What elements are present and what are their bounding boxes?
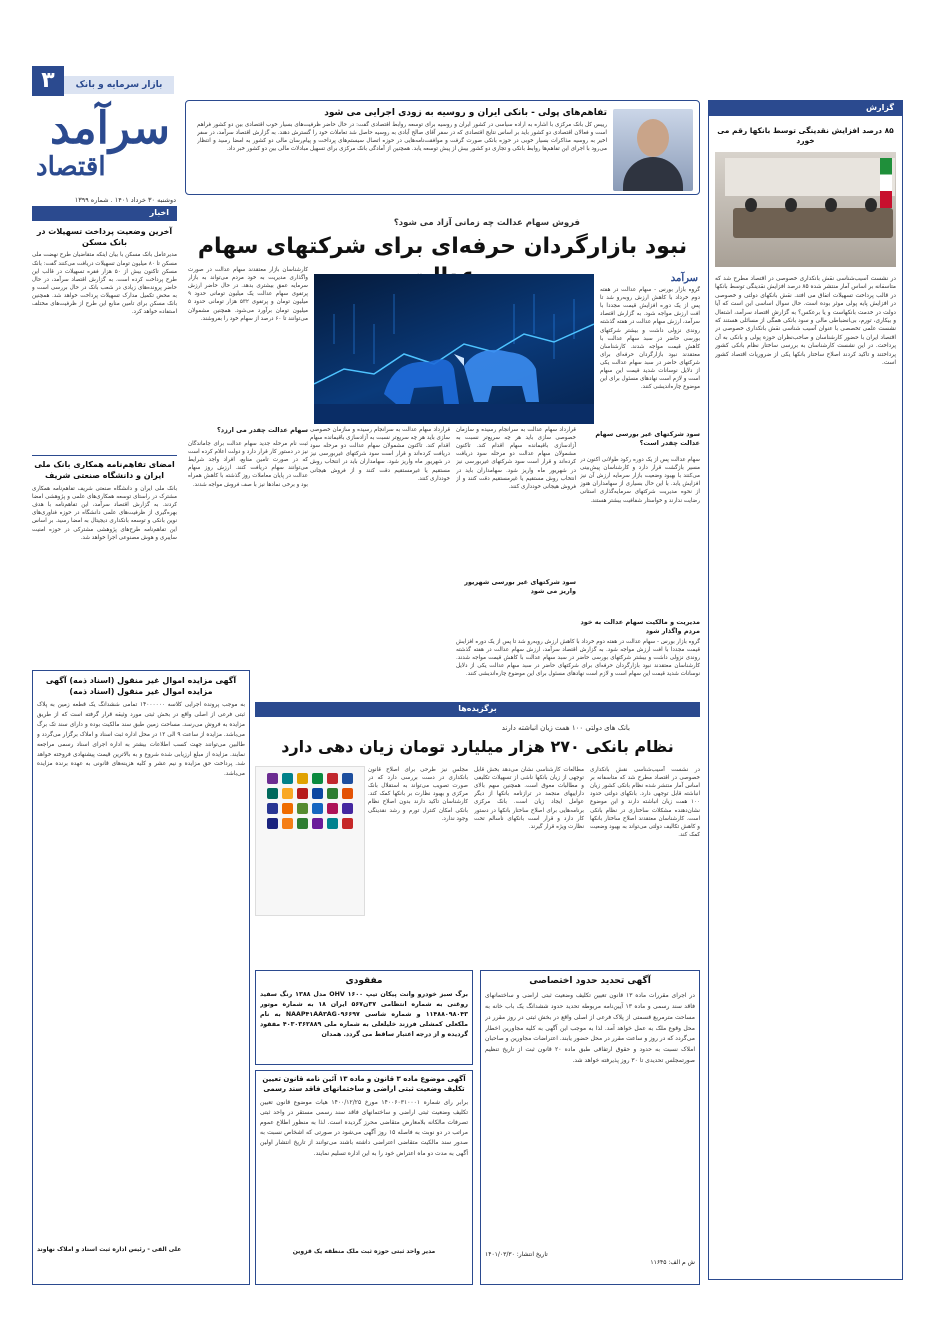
bank-logo-icon [342, 773, 353, 784]
main-story-brand-mark: سرآمد [670, 273, 698, 284]
ad-registry-sign: مدیر واحد ثبتی حوزه ثبت ملک منطقه یک قزوین [292, 1247, 436, 1255]
featured-body1: در نشست آسیب‌شناسی نقش بانکداری خصوصی در اقتصاد مطرح شد که متاسفانه بر اساس آمار منتشر شده نظام بانکی کشور زیان انباشته قابل توجهی دارد. بانکهای دولتی حدود ۱۰۰ همت زیان انباشته دارند و این موضوع نشان‌دهنده مشکلات ساختاری در نظام بانکی است. کارشناسان معتقدند اصلاح ساختار بانکها و کاهش تکالیف دولتی می‌تواند به بهبود وضعیت کمک کند. [590, 767, 700, 838]
ad-registry-body: برابر رای شماره ۱۴۰۰۶۰۳۱۰۰۰۱ مورخ ۱۴۰۰/۱۲/۲۵ هیات موضوع قانون تعیین تکلیف وضعیت ثبتی اراضی و ساختمانهای فاقد سند رسمی مستقر در واحد ثبتی تصرفات مالکانه بلامعارض متقاضی محرز گردیده است. لذا به منظور اطلاع عموم مراتب در دو نوبت به فاصله ۱۵ روز آگهی می‌شود در صورتی که اشخاص نسبت به صدور سند مالکیت متقاضی اعتراضی داشته باشند می‌توانند از تاریخ انتشار اولین آگهی به مدت دو ماه اعتراض خود را به این اداره تسلیم نمایند. [260, 1098, 468, 1157]
main-story-sub3: سود شرکتهای غیر بورسی شهریور واریز می شود [464, 578, 576, 595]
bank-logo-icon [312, 788, 323, 799]
main-story-headline: نبود بازارگردان حرفه‌ای برای شرکتهای سهام [197, 234, 688, 259]
bank-logo-icon [282, 773, 293, 784]
bull-bear-illustration [314, 274, 594, 424]
news-section [32, 206, 177, 666]
report-label: گزارش [709, 101, 902, 116]
section-title-bar [64, 76, 174, 94]
bank-logo-icon [297, 788, 308, 799]
brand-logo-bottom: اقتصاد [36, 152, 106, 182]
bank-logo-icon [327, 773, 338, 784]
top-story [185, 100, 700, 195]
main-story-body4: سهام عدالت پس از یک دوره رکود طولانی اکنون در مسیر بازگشت قرار دارد و کارشناسان پیش‌بینی می‌کنند با بهبود وضعیت بازار سرمایه ارزش آن نیز افزایش یابد. با این حال بسیاری از سهامداران هنوز از نحوه مدیریت شرکتهای سرمایه‌گذاری استانی رضایت ندارند و خواستار شفافیت بیشتر هستند. [580, 457, 700, 504]
featured-body2: مطالعات کارشناسی نشان می‌دهد بخش قابل توجهی از زیان بانکها ناشی از تسهیلات تکلیفی و مطالبات معوق است. همچنین سهم بالای داراییهای منجمد در ترازنامه بانکها از دیگر عوامل ایجاد زیان است. بانک مرکزی برنامه‌هایی برای اصلاح ساختار بانکها در دستور کار دارد و قرار است بانکهای ناسالم تحت نظارت ویژه قرار گیرند. [474, 767, 584, 830]
ad-auction [32, 670, 250, 1285]
section-title: بازار سرمایه و بانک [75, 80, 163, 90]
bank-logo-icon [342, 788, 353, 799]
main-story-sub1: سود شرکتهای غیر بورسی سهام عدالت چقدر است؟ [595, 430, 700, 447]
ad-registry [255, 1070, 473, 1285]
bank-logo-icon [327, 788, 338, 799]
top-story-headline: تفاهم‌های پولی - بانکی ایران و روسیه به زودی اجرایی می شود [324, 108, 607, 118]
featured-body3: مجلس نیز طرحی برای اصلاح قانون بانکداری در دست بررسی دارد که در صورت تصویب می‌تواند به استقلال بانک مرکزی و بهبود نظارت بر بانکها کمک کند. کارشناسان تاکید دارند بدون اصلاح نظام بانکی امکان کنترل تورم و رشد نقدینگی وجود ندارد. [368, 767, 468, 822]
main-story [185, 198, 700, 698]
bank-logo-icon [312, 818, 323, 829]
main-story-body2b: قرارداد سهام عدالت به سرانجام رسیده و سازمان خصوصی سازی باید هر چه سریع‌تر نسبت به آزادسازی باقیمانده سهام اقدام کند. تاکنون مشمولان سهام عدالت دو مرحله سود دریافت کرده‌اند و قرار است سود شرکتهای غیربورسی نیز در شهریور ماه واریز شود. سهامداران باید در انتخاب روش مستقیم یا غیرمستقیم دقت کنند و از فروش هیجانی خودداری کنند. [456, 427, 576, 490]
brand-logo-top: سرآمد [49, 103, 170, 154]
bank-logo-icon [297, 803, 308, 814]
report-headline: ۸۵ درصد افزایش نقدینگی توسط بانکها رقم می خورد [717, 125, 894, 145]
bank-logo-icon [297, 773, 308, 784]
news-label: اخبار [32, 206, 177, 221]
featured-kicker: بانک های دولتی ۱۰۰ همت زیان انباشته دارند [501, 724, 630, 732]
ad-boundary-foot1: تاریخ انتشار: ۱۴۰۱/۰۳/۳۰ [485, 1251, 548, 1259]
page-number-box [32, 66, 64, 96]
brand-logo [34, 100, 174, 195]
news-item2-body: بانک ملی ایران و دانشگاه صنعتی شریف تفاهم‌نامه همکاری مشترک در راستای توسعه همکاری‌های علمی و پژوهشی امضا کردند. به گزارش اقتصاد سرآمد، این تفاهم‌نامه با هدف بهره‌گیری از ظرفیت‌های علمی دانشگاه در حوزه فناوری‌های نوین بانکی و توسعه بانکداری دیجیتال به امضا رسید. بر اساس این تفاهم‌نامه طرح‌های پژوهشی مشترکی در حوزه امنیت سایبری و هوش مصنوعی اجرا خواهد شد. [32, 485, 177, 541]
report-body: در نشست آسیب‌شناسی نقش بانکداری خصوصی در اقتصاد مطرح شد که متاسفانه بر اساس آمار منتشر شده ۸۵ درصد افزایش نقدینگی توسط بانکها در قالب پرداخت تسهیلات اتفاق می افتد. نقش بانکهای دولتی و خصوصی در افزایش پایه پولی موثر بوده است. حال سوال اساسی این است که آیا دولت در خدمت بانکهاست و یا برعکس؟ به گزارش اقتصاد سرآمد، اشتغال و بیکاری، تورم، بی‌انضباطی مالی و سود بانکی همگی از مسائلی هستند که نشست علمی تخصصی با عنوان آسیب شناسی نقش بانکداری خصوصی در اقتصاد ایران با حضور کارشناسان و صاحب‌نظران حوزه پولی و بانکی به آن پرداخت. در این نشست کارشناسان به بررسی ساختار نظام بانکی کشور پرداختند و تاکید کردند اصلاح ساختار بانکها یکی از ضروریات اقتصاد کشور است. [715, 276, 896, 366]
bank-logo-icon [282, 803, 293, 814]
ad-boundary [480, 970, 700, 1285]
ad-boundary-foot2: ش م الف: ۱۱۶۴۵ [650, 1259, 695, 1267]
featured-label: برگزیده‌ها [255, 702, 700, 717]
ad-registry-title: آگهی موضوع ماده ۳ قانون و ماده ۱۳ آئین نامه قانون تعیین تکلیف وضعیت ثبتی اراضی و ساختمانهای فاقد سند رسمی [262, 1075, 466, 1093]
bank-logos-grid [255, 766, 365, 916]
issue-date: دوشنبه ۳۰ خرداد ۱۴۰۱ . شماره ۱۳۹۹ [74, 196, 176, 204]
main-story-kicker: فروش سهام عدالت چه زمانی آزاد می شود؟ [393, 218, 580, 228]
bank-logo-icon [267, 773, 278, 784]
main-story-body3: کارشناسان بازار معتقدند سهام عدالت در صورت واگذاری مدیریت به خود مردم می‌تواند به بازار سرمایه عمق بیشتری بدهد. در حال حاضر ارزش پرتفوی سهام عدالت یک میلیون تومانی حدود ۹ میلیون تومان و پرتفوی ۵۳۲ هزار تومانی حدود ۵ میلیون تومان برآورد می‌شود. همچنین مشمولان می‌توانند تا ۶۰ درصد از سهام خود را بفروشند. [188, 267, 308, 322]
ad-auction-sign: علی الفی - رئیس اداره ثبت اسناد و املاک نهاوند [37, 1246, 182, 1254]
news-item1-title: آخرین وضعیت پرداخت تسهیلات در بانک مسکن [36, 226, 173, 247]
featured-section [255, 702, 700, 962]
bank-logo-icon [267, 818, 278, 829]
bank-logo-icon [282, 818, 293, 829]
bank-logo-icon [342, 818, 353, 829]
report-section [708, 100, 903, 1280]
top-story-body: رییس کل بانک مرکزی با اشاره به اراده سیاسی در کشور ایران و روسیه برای توسعه روابط اقتصادی گفت: در حال حاضر ظرفیت‌های بسیار خوب اقتصادی بین دو کشور فراهم است و فعالان اقتصادی دو کشور باید بر اساس نتایج اقتصادی که در سفر آقای صالح آبادی به روسیه حاصل شد تعاملات خود را گسترش دهند. به گزارش اقتصاد سرآمد، در سفر اخیر به روسیه مذاکرات بسیار خوبی در حوزه بانکی صورت گرفت و موافقت‌نامه‌هایی در حوزه اتصال سیستم‌های پرداخت و پیام‌رسان مالی دو کشور به امضا رسید و انتظار می‌رود با اجرای این تفاهم‌ها روابط بانکی و تجاری دو کشور بیش از پیش توسعه یابد. همچنین از آمادگی بانک مرکزی برای تسهیل مبادلات مالی بین دو کشور خبر داد. [197, 122, 607, 153]
ad-auction-title: آگهی مزایده اموال غیر منقول (اسناد ذمه) آگهی مزایده اموال غیر منقول (اسناد ذمه) [45, 676, 237, 697]
report-photo [715, 152, 896, 267]
main-story-image [314, 274, 594, 424]
news-item2-title: امضای تفاهم‌نامه همکاری بانک ملی ایران و دانشگاه صنعتی شریف [34, 460, 175, 481]
main-story-sub2: مدیریت و مالکیت سهام عدالت به خود مردم واگذار شود [580, 618, 700, 635]
bank-logo-icon [327, 818, 338, 829]
featured-headline: نظام بانکی ۲۷۰ هزار میلیارد تومان زیان دهی دارد [281, 737, 674, 756]
bank-logo-icon [267, 788, 278, 799]
bank-logo-icon [327, 803, 338, 814]
bank-logo-icon [342, 803, 353, 814]
ad-boundary-title: آگهی تحدید حدود اختصاصی [529, 976, 651, 986]
bank-logo-icon [312, 803, 323, 814]
news-item1-body: مدیرعامل بانک مسکن با بیان اینکه متقاضیان طرح نهضت ملی مسکن تا ۸۰ میلیون تومان تسهیلات دریافت می‌کنند گفت: بانک مسکن تاکنون بیش از ۵۰ هزار فقره تسهیلات در قالب این طرح پرداخت کرده است. به گزارش اقتصاد سرآمد، در حال حاضر پرونده‌های زیادی در شعب بانک در حال بررسی است و به محض تکمیل مدارک تسهیلات پرداخت خواهد شد. همچنین بانک مسکن برای تامین منابع این طرح از ظرفیت‌های مختلف استفاده خواهد کرد. [32, 252, 177, 316]
bank-logo-icon [297, 818, 308, 829]
main-story-body2: قرارداد سهام عدالت به سرانجام رسیده و سازمان خصوصی سازی باید هر چه سریع‌تر نسبت به آزادسازی باقیمانده سهام اقدام کند. تاکنون مشمولان سهام عدالت دو مرحله سود دریافت کرده‌اند و قرار است سود شرکتهای غیربورسی نیز در شهریور ماه واریز شود. سهامداران باید در انتخاب روش مستقیم یا غیرمستقیم دقت کنند و از فروش هیجانی خودداری کنند. [310, 427, 450, 482]
bank-logo-icon [312, 773, 323, 784]
ad-lost-title: مفقودی [345, 976, 383, 986]
ad-boundary-body: در اجرای مقررات ماده ۱۳ قانون تعیین تکلیف وضعیت ثبتی اراضی و ساختمانهای فاقد سند رسمی و ماده ۱۳ آیین‌نامه مربوطه تحدید حدود ششدانگ یک باب خانه به مساحت مترمربع قسمتی از پلاک فرعی از اصلی واقع در بخش ثبتی در روز مقرر در محل وقوع ملک به عمل خواهد آمد. لذا به موجب این آگهی به کلیه مجاورین اخطار می‌گردد که در روز و ساعت مقرر در محل حضور یابند. اعتراضات مجاورین و صاحبان املاک نسبت به حدود و حقوق ارتفاقی طبق ماده ۲۰ قانون ثبت از تاریخ تنظیم صورتمجلس تحدیدی تا ۳۰ روز پذیرفته خواهد شد. [485, 992, 695, 1064]
bank-logo-icon [282, 788, 293, 799]
top-story-photo [613, 109, 693, 191]
main-story-body5: ثبت نام مرحله جدید سهام عدالت برای جاماندگان نیز در دستور کار قرار دارد و دولت اعلام کرده است که در صورت تامین منابع، افراد واجد شرایط می‌توانند سهام دریافت کنند. ارزش روز سهام عدالت در پایان معاملات روز گذشته با کاهش همراه بود و برخی نمادها نیز با صف فروش مواجه شدند. [188, 441, 308, 488]
main-story-body1: گروه بازار بورس - سهام عدالت در هفته دوم خرداد با کاهش ارزش روبه‌رو شد تا پس از یک دوره افزایش قیمت مجددا با افت ارزش مواجه شود. به گزارش اقتصاد سرآمد، ارزش سهام عدالت در هفته گذشته روندی نزولی داشت و بیشتر شرکتهای بورسی حاضر در سبد سهام عدالت با کاهش قیمت مواجه شدند. کارشناسان معتقدند نبود بازارگردان حرفه‌ای برای شرکتهای حاضر در سبد سهام عدالت یکی از دلایل نوسانات شدید قیمت این سهام است و لازم است نهادهای مسئول برای این موضوع چاره‌اندیشی کنند. [600, 287, 700, 391]
ad-auction-body: به موجب پرونده اجرایی کلاسه ۱۴۰۰۰۰۰۰ تمامی ششدانگ یک قطعه زمین به پلاک ثبتی فرعی از اصلی واقع در بخش ثبتی مورد وثیقه قرار گرفته است که از طریق مزایده به فروش می‌رسد. مساحت زمین طبق سند مالکیت بوده و دارای سند تک برگ می‌باشد. مزایده از ساعت ۹ الی ۱۲ در محل اداره ثبت اسناد و املاک برگزار می‌گردد و طالبین می‌توانند جهت کسب اطلاعات بیشتر به اداره اجرای اسناد رسمی مراجعه نمایند. مزایده از مبلغ ارزیابی شده شروع و به بالاترین قیمت پیشنهادی فروخته خواهد شد. پرداخت حق مزایده و نیم عشر و کلیه هزینه‌های قانونی به عهده برنده مزایده می‌باشد. [37, 702, 245, 778]
page-number: ۳ [41, 68, 55, 93]
ad-lost-body: برگ سبز خودرو وانت پیکان تیپ OHV ۱۶۰۰ مدل ۱۳۸۸ رنگ سفید روغنی به شماره انتظامی ۳۷ن۵۶۷ ایران ۱۸ به شماره موتور ۱۱۴۸۸۰۹۸۰۴۳ و شماره شاسی NAAP۴۱AA۳AG۰۹۶۶۹۷ به نام ملکعلی کمشلی فرزند خلیلعلی به شماره ملی ۴۰۳۰۳۶۲۸۸۹ مفقود گردیده و از درجه اعتبار ساقط می گردد. همدان [260, 991, 468, 1039]
main-story-sub4: سهام عدالت چقدر می ارزد؟ [217, 426, 308, 434]
ad-lost [255, 970, 473, 1065]
bank-logo-icon [267, 803, 278, 814]
main-story-body1b: گروه بازار بورس - سهام عدالت در هفته دوم خرداد با کاهش ارزش روبه‌رو شد تا پس از یک دوره افزایش قیمت مجددا با افت ارزش مواجه شود. به گزارش اقتصاد سرآمد، ارزش سهام عدالت در هفته گذشته روندی نزولی داشت و بیشتر شرکتهای بورسی حاضر در سبد سهام عدالت با کاهش قیمت مواجه شدند. کارشناسان معتقدند نبود بازارگردان حرفه‌ای برای شرکتهای حاضر در سبد سهام عدالت یکی از دلایل نوسانات شدید قیمت این سهام است و لازم است نهادهای مسئول برای این موضوع چاره‌اندیشی کنند. [456, 639, 700, 678]
